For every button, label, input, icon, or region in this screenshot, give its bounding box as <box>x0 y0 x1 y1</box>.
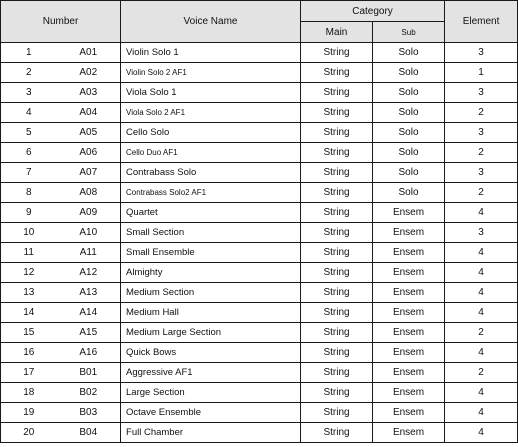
row-number: 4 <box>1 103 57 123</box>
row-code: A14 <box>57 303 121 323</box>
row-category-main: String <box>301 63 373 83</box>
row-number: 7 <box>1 163 57 183</box>
row-category-sub: Ensem <box>373 363 445 383</box>
row-category-main: String <box>301 323 373 343</box>
row-number: 14 <box>1 303 57 323</box>
row-category-main: String <box>301 103 373 123</box>
row-element-count: 4 <box>445 283 518 303</box>
row-voice-name: Viola Solo 2 AF1 <box>121 103 301 123</box>
row-number: 1 <box>1 43 57 63</box>
row-voice-name: Medium Hall <box>121 303 301 323</box>
header-main: Main <box>301 22 373 43</box>
table-row <box>1 223 518 243</box>
row-element-count: 4 <box>445 263 518 283</box>
row-number: 8 <box>1 183 57 203</box>
row-element-count: 4 <box>445 203 518 223</box>
row-element-count: 4 <box>445 243 518 263</box>
row-code: A16 <box>57 343 121 363</box>
row-category-main: String <box>301 423 373 443</box>
row-category-sub: Solo <box>373 123 445 143</box>
row-category-main: String <box>301 143 373 163</box>
row-number: 12 <box>1 263 57 283</box>
row-category-sub: Ensem <box>373 263 445 283</box>
row-voice-name: Medium Section <box>121 283 301 303</box>
table-row <box>1 283 518 303</box>
row-number: 6 <box>1 143 57 163</box>
row-category-main: String <box>301 43 373 63</box>
row-element-count: 4 <box>445 343 518 363</box>
row-number: 20 <box>1 423 57 443</box>
row-voice-name: Viola Solo 1 <box>121 83 301 103</box>
row-number: 5 <box>1 123 57 143</box>
row-category-sub: Ensem <box>373 283 445 303</box>
row-code: A09 <box>57 203 121 223</box>
table-header <box>1 1 518 43</box>
row-category-main: String <box>301 403 373 423</box>
row-element-count: 2 <box>445 323 518 343</box>
table-row <box>1 323 518 343</box>
row-code: B01 <box>57 363 121 383</box>
row-category-sub: Ensem <box>373 303 445 323</box>
table-row <box>1 383 518 403</box>
row-code: A04 <box>57 103 121 123</box>
row-element-count: 3 <box>445 123 518 143</box>
row-code: A10 <box>57 223 121 243</box>
table-body <box>1 43 518 443</box>
row-category-sub: Solo <box>373 43 445 63</box>
row-number: 3 <box>1 83 57 103</box>
table-row <box>1 43 518 63</box>
table-row <box>1 243 518 263</box>
table-row <box>1 423 518 443</box>
row-category-main: String <box>301 163 373 183</box>
header-element: Element <box>445 1 518 43</box>
row-voice-name: Large Section <box>121 383 301 403</box>
row-code: A02 <box>57 63 121 83</box>
row-element-count: 2 <box>445 143 518 163</box>
table-row <box>1 63 518 83</box>
row-code: A05 <box>57 123 121 143</box>
row-category-main: String <box>301 263 373 283</box>
row-category-main: String <box>301 243 373 263</box>
row-category-main: String <box>301 343 373 363</box>
row-voice-name: Cello Duo AF1 <box>121 143 301 163</box>
header-category: Category <box>301 1 445 22</box>
row-code: A15 <box>57 323 121 343</box>
row-category-main: String <box>301 123 373 143</box>
row-category-main: String <box>301 303 373 323</box>
row-category-sub: Solo <box>373 163 445 183</box>
table-row <box>1 303 518 323</box>
header-voice-name: Voice Name <box>121 1 301 43</box>
row-code: B04 <box>57 423 121 443</box>
row-number: 10 <box>1 223 57 243</box>
row-category-main: String <box>301 283 373 303</box>
row-voice-name: Violin Solo 1 <box>121 43 301 63</box>
row-category-sub: Ensem <box>373 403 445 423</box>
table-row <box>1 103 518 123</box>
row-number: 2 <box>1 63 57 83</box>
row-category-sub: Solo <box>373 63 445 83</box>
row-category-sub: Ensem <box>373 203 445 223</box>
row-element-count: 2 <box>445 103 518 123</box>
row-element-count: 2 <box>445 183 518 203</box>
row-code: A03 <box>57 83 121 103</box>
row-number: 11 <box>1 243 57 263</box>
row-category-main: String <box>301 223 373 243</box>
row-code: A12 <box>57 263 121 283</box>
row-category-main: String <box>301 183 373 203</box>
row-element-count: 1 <box>445 63 518 83</box>
row-category-sub: Ensem <box>373 343 445 363</box>
table-row <box>1 363 518 383</box>
row-voice-name: Quick Bows <box>121 343 301 363</box>
row-element-count: 4 <box>445 303 518 323</box>
table-row <box>1 343 518 363</box>
row-code: A07 <box>57 163 121 183</box>
row-voice-name: Almighty <box>121 263 301 283</box>
row-category-main: String <box>301 203 373 223</box>
row-element-count: 4 <box>445 403 518 423</box>
table-row <box>1 183 518 203</box>
row-category-sub: Ensem <box>373 323 445 343</box>
row-element-count: 2 <box>445 363 518 383</box>
row-code: A11 <box>57 243 121 263</box>
header-sub: Sub <box>373 22 445 43</box>
row-category-main: String <box>301 83 373 103</box>
row-element-count: 4 <box>445 423 518 443</box>
table-row <box>1 263 518 283</box>
row-voice-name: Octave Ensemble <box>121 403 301 423</box>
row-voice-name: Small Section <box>121 223 301 243</box>
row-voice-name: Full Chamber <box>121 423 301 443</box>
table-row <box>1 83 518 103</box>
row-voice-name: Medium Large Section <box>121 323 301 343</box>
row-voice-name: Violin Solo 2 AF1 <box>121 63 301 83</box>
row-number: 16 <box>1 343 57 363</box>
row-category-sub: Solo <box>373 143 445 163</box>
row-number: 18 <box>1 383 57 403</box>
row-category-main: String <box>301 383 373 403</box>
row-number: 13 <box>1 283 57 303</box>
table-row <box>1 403 518 423</box>
row-element-count: 3 <box>445 163 518 183</box>
row-category-sub: Solo <box>373 103 445 123</box>
row-category-sub: Solo <box>373 183 445 203</box>
row-number: 9 <box>1 203 57 223</box>
row-number: 17 <box>1 363 57 383</box>
row-code: A01 <box>57 43 121 63</box>
row-code: A13 <box>57 283 121 303</box>
row-category-sub: Ensem <box>373 423 445 443</box>
row-number: 19 <box>1 403 57 423</box>
row-number: 15 <box>1 323 57 343</box>
row-element-count: 3 <box>445 43 518 63</box>
row-category-sub: Ensem <box>373 243 445 263</box>
row-voice-name: Aggressive AF1 <box>121 363 301 383</box>
table-row <box>1 143 518 163</box>
row-voice-name: Quartet <box>121 203 301 223</box>
table-row <box>1 203 518 223</box>
row-voice-name: Contrabass Solo2 AF1 <box>121 183 301 203</box>
table-row <box>1 123 518 143</box>
header-number: Number <box>1 1 121 43</box>
row-code: B03 <box>57 403 121 423</box>
row-category-sub: Ensem <box>373 223 445 243</box>
row-element-count: 3 <box>445 83 518 103</box>
row-voice-name: Contrabass Solo <box>121 163 301 183</box>
row-code: A06 <box>57 143 121 163</box>
row-category-sub: Ensem <box>373 383 445 403</box>
row-category-sub: Solo <box>373 83 445 103</box>
row-code: B02 <box>57 383 121 403</box>
row-element-count: 4 <box>445 383 518 403</box>
row-category-main: String <box>301 363 373 383</box>
table-row <box>1 163 518 183</box>
row-code: A08 <box>57 183 121 203</box>
row-voice-name: Small Ensemble <box>121 243 301 263</box>
row-element-count: 3 <box>445 223 518 243</box>
row-voice-name: Cello Solo <box>121 123 301 143</box>
